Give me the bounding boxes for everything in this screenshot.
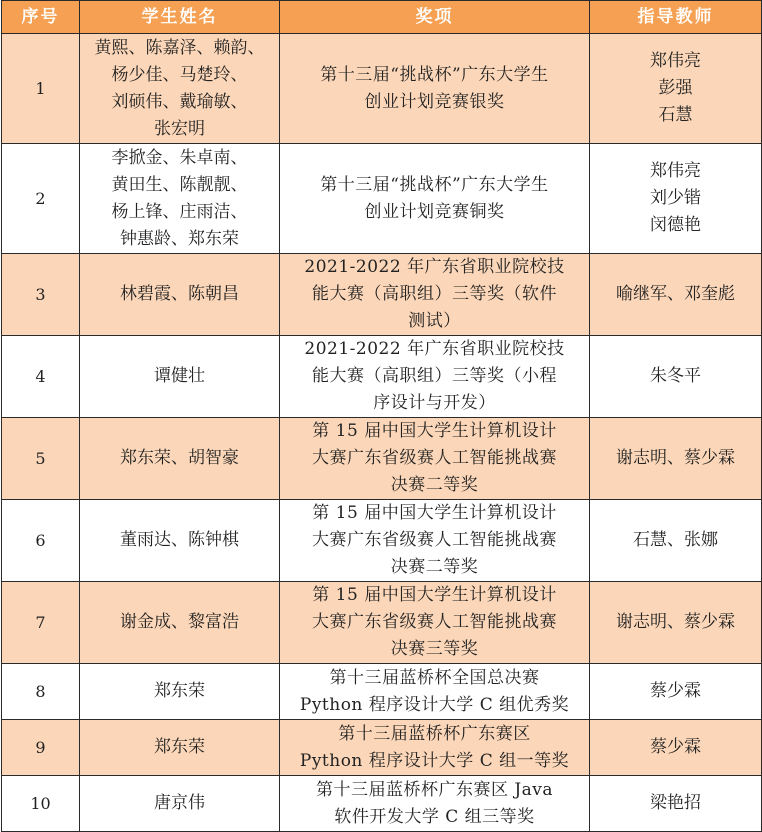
award-cell-line: 能大赛（高职组）三等奖（小程 (312, 366, 557, 386)
award-cell-line: 创业计划竞赛铜奖 (364, 201, 505, 222)
advisors-cell-line: 石慧、张娜 (633, 530, 718, 550)
student-names-cell-line: 郑东荣、胡智豪 (120, 448, 239, 468)
student-names-cell-line: 杨少佳、马楚玲、 (111, 64, 248, 85)
student-names-cell (80, 500, 280, 582)
advisors-cell (590, 500, 762, 582)
advisors-cell (590, 664, 762, 720)
advisors-cell-line: 蔡少霖 (650, 681, 701, 701)
student-names-cell (80, 254, 280, 336)
student-names-cell-line: 郑东荣 (154, 681, 205, 701)
award-cell-line: 决赛二等奖 (390, 475, 479, 495)
award-cell-line: 大赛广东省级赛人工智能挑战赛 (312, 530, 557, 550)
advisors-cell (590, 418, 762, 500)
table-row (2, 720, 762, 776)
award-cell-line: 创业计划竞赛银奖 (364, 91, 505, 112)
row-index: 7 (2, 582, 80, 664)
row-index: 5 (2, 418, 80, 500)
table-row (2, 144, 762, 254)
award-cell (280, 144, 590, 254)
student-names-cell-line: 黄田生、陈靓靓、 (111, 174, 248, 195)
student-names-cell-line: 张宏明 (154, 118, 205, 139)
award-cell-line: 决赛二等奖 (390, 557, 479, 577)
student-names-cell (80, 776, 280, 832)
award-cell (280, 582, 590, 664)
student-names-cell-line: 林碧霞、陈朝昌 (120, 284, 239, 304)
header-row (2, 1, 762, 34)
award-cell-line: Python 程序设计大学 C 组一等奖 (299, 750, 570, 771)
advisors-cell-line: 谢志明、蔡少霖 (616, 612, 735, 632)
student-names-cell-line: 杨上锋、庄雨洁、 (111, 201, 248, 222)
award-cell (280, 720, 590, 776)
student-names-cell-line: 郑东荣 (154, 737, 205, 757)
advisors-cell (590, 776, 762, 832)
student-names-cell-line: 李掀金、朱卓南、 (111, 147, 248, 168)
student-names-cell-line: 谢金成、黎富浩 (120, 612, 239, 632)
student-names-cell (80, 664, 280, 720)
advisors-cell-line: 谢志明、蔡少霖 (616, 448, 735, 468)
table-row (2, 664, 762, 720)
award-cell (280, 418, 590, 500)
advisors-cell (590, 582, 762, 664)
student-names-cell (80, 336, 280, 418)
row-index: 8 (2, 664, 80, 720)
student-names-cell-line: 黄熙、陈嘉泽、赖韵、 (94, 37, 265, 58)
award-cell (280, 664, 590, 720)
student-names-cell-line: 唐京伟 (154, 793, 205, 813)
advisors-cell-line: 郑伟亮 (650, 51, 701, 71)
award-cell-line: 2021-2022 年广东省职业院校技 (304, 339, 565, 359)
table-row (2, 582, 762, 664)
student-names-cell-line: 刘硕伟、戴瑜敏、 (111, 91, 248, 112)
student-names-cell (80, 720, 280, 776)
advisors-cell-line: 蔡少霖 (650, 737, 701, 757)
advisors-cell (590, 254, 762, 336)
award-cell-line: 能大赛（高职组）三等奖（软件 (312, 284, 557, 304)
row-index: 3 (2, 254, 80, 336)
header-advisors: 指导教师 (590, 1, 762, 34)
table-row (2, 254, 762, 336)
student-names-cell (80, 34, 280, 144)
row-index: 9 (2, 720, 80, 776)
table-row (2, 776, 762, 832)
student-names-cell (80, 418, 280, 500)
student-names-cell (80, 144, 280, 254)
advisors-cell-line: 郑伟亮 (650, 161, 701, 181)
award-cell-line: 大赛广东省级赛人工智能挑战赛 (312, 448, 557, 468)
awards-table (1, 0, 762, 832)
award-cell-line: 决赛三等奖 (390, 639, 479, 659)
award-cell-line: 第十三届蓝桥杯广东赛区 (338, 723, 531, 744)
table-row (2, 500, 762, 582)
award-cell-line: 第 15 届中国大学生计算机设计 (312, 503, 557, 523)
header-student-names: 学生姓名 (80, 1, 280, 34)
student-names-cell-line: 钟惠龄、郑东荣 (120, 228, 239, 249)
award-cell-line: 2021-2022 年广东省职业院校技 (304, 257, 565, 277)
award-cell-line: 第十三届蓝桥杯全国总决赛 (329, 667, 540, 688)
row-index: 1 (2, 34, 80, 144)
award-cell-line: 软件开发大学 C 组三等奖 (334, 806, 535, 827)
advisors-cell-line: 石慧 (658, 105, 693, 125)
award-cell-line: 第十三届蓝桥杯广东赛区 Java (315, 779, 554, 800)
award-cell-line: 大赛广东省级赛人工智能挑战赛 (312, 612, 557, 632)
student-names-cell (80, 582, 280, 664)
award-cell-line: 第 15 届中国大学生计算机设计 (312, 421, 557, 441)
table-row (2, 34, 762, 144)
advisors-cell (590, 144, 762, 254)
award-cell-line: 第十三届“挑战杯”广东大学生 (320, 174, 549, 195)
advisors-cell-line: 彭强 (658, 78, 693, 98)
award-cell (280, 336, 590, 418)
advisors-cell-line: 刘少锴 (650, 188, 701, 208)
advisors-cell-line: 梁艳招 (650, 793, 701, 813)
row-index: 6 (2, 500, 80, 582)
table-row (2, 418, 762, 500)
award-cell (280, 254, 590, 336)
table-body (2, 34, 762, 832)
award-cell-line: 第十三届“挑战杯”广东大学生 (320, 64, 549, 85)
header-award: 奖项 (280, 1, 590, 34)
table-row (2, 336, 762, 418)
award-cell (280, 776, 590, 832)
advisors-cell-line: 闵德艳 (650, 215, 701, 235)
advisors-cell-line: 喻继军、邓奎彪 (616, 284, 735, 304)
award-cell (280, 500, 590, 582)
award-cell (280, 34, 590, 144)
award-cell-line: 序设计与开发） (373, 393, 496, 413)
student-names-cell-line: 董雨达、陈钟棋 (120, 530, 239, 550)
advisors-cell (590, 720, 762, 776)
header-index: 序号 (2, 1, 80, 34)
advisors-cell-line: 朱冬平 (650, 366, 701, 386)
student-names-cell-line: 谭健壮 (154, 366, 205, 386)
advisors-cell (590, 336, 762, 418)
advisors-cell (590, 34, 762, 144)
row-index: 2 (2, 144, 80, 254)
row-index: 4 (2, 336, 80, 418)
award-cell-line: 第 15 届中国大学生计算机设计 (312, 585, 557, 605)
award-cell-line: Python 程序设计大学 C 组优秀奖 (299, 694, 570, 715)
row-index: 10 (2, 776, 80, 832)
award-cell-line: 测试） (408, 311, 461, 331)
